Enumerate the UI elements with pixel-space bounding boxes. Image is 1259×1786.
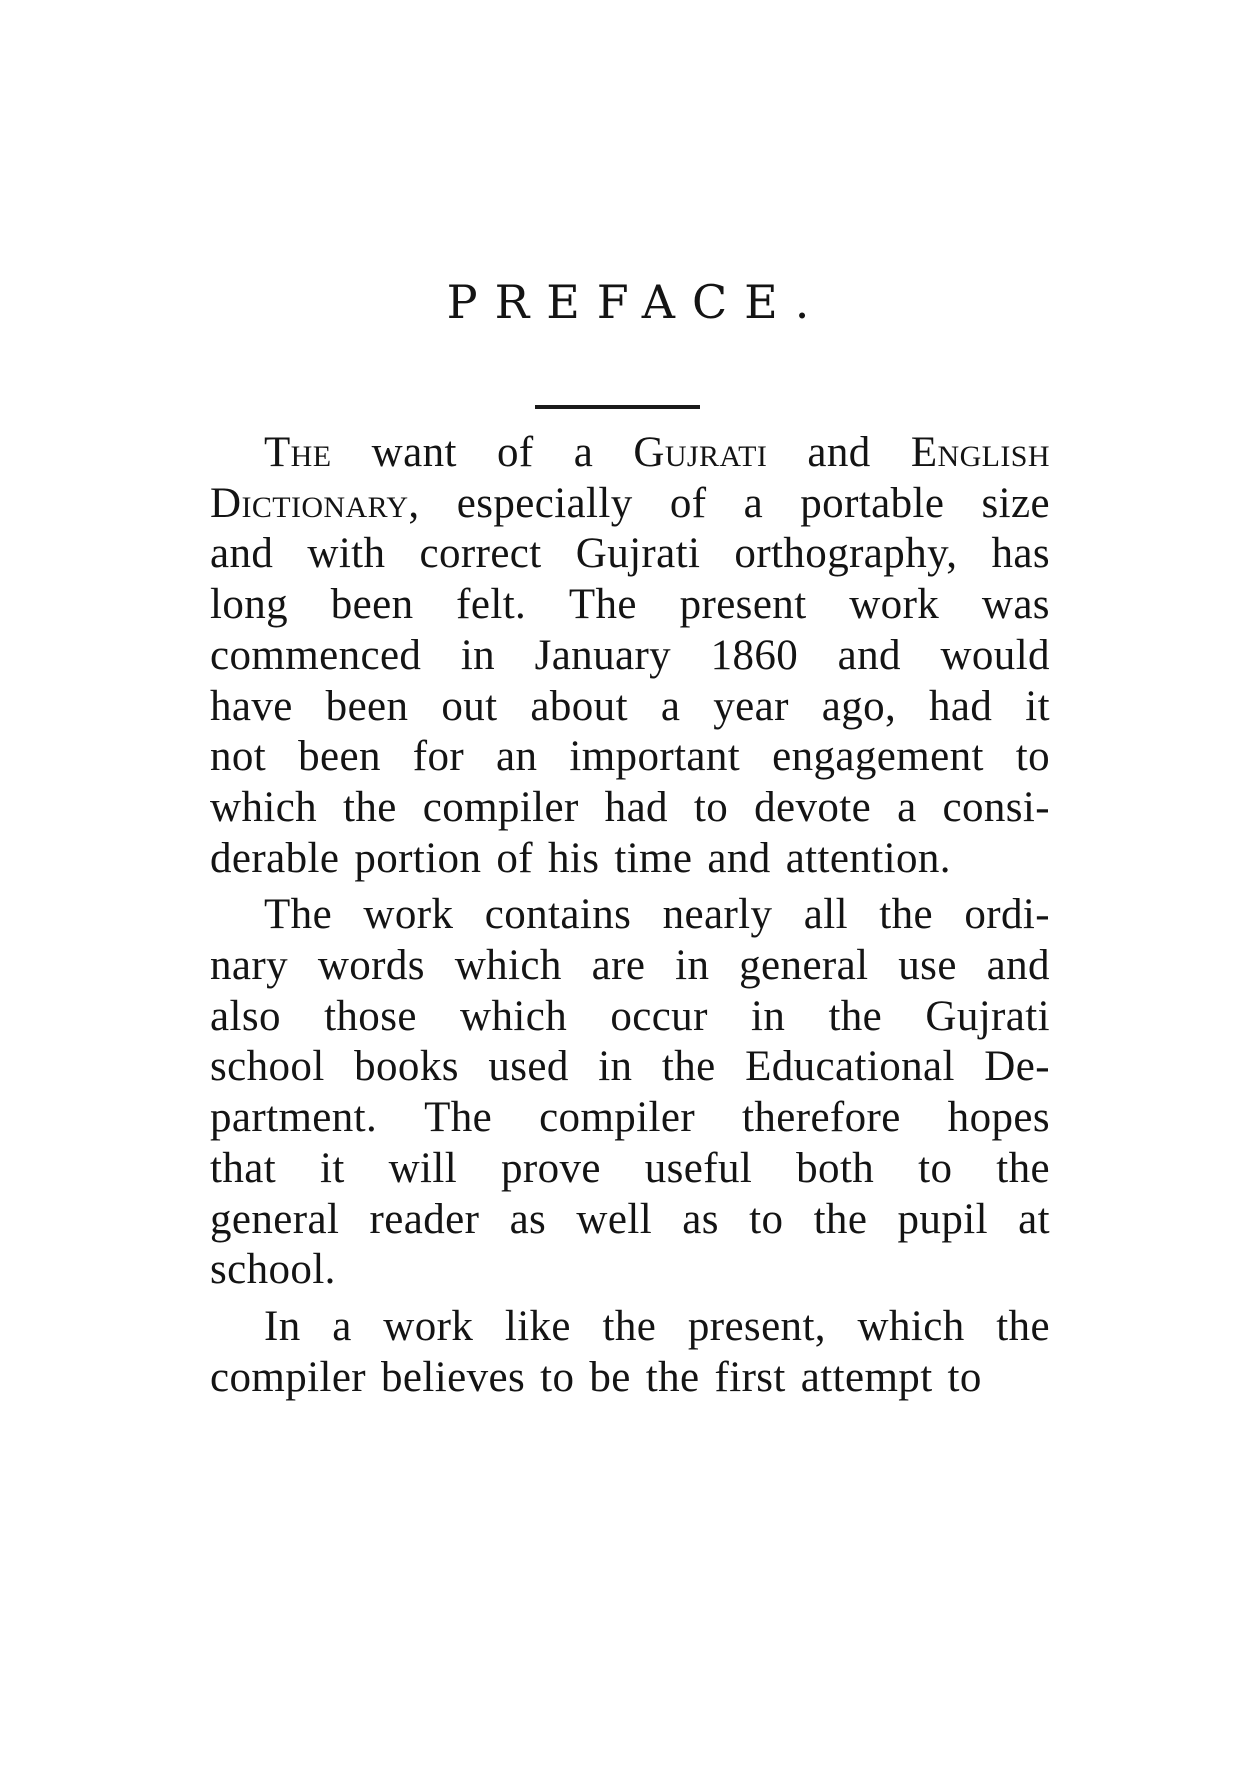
word: useful xyxy=(644,1144,753,1192)
word: pupil xyxy=(897,1195,988,1243)
word: in xyxy=(460,631,496,679)
word: of xyxy=(496,834,533,882)
text-line xyxy=(210,476,1050,532)
word: and xyxy=(837,631,901,679)
word: reader xyxy=(369,1195,480,1243)
word: been xyxy=(325,682,409,730)
word: it xyxy=(1025,682,1050,730)
word: the xyxy=(645,1353,700,1401)
word: about xyxy=(530,682,628,730)
word: of xyxy=(496,429,534,476)
word: orthography, xyxy=(734,530,958,578)
word: in xyxy=(598,1043,633,1091)
word: felt. xyxy=(456,581,527,629)
word: portable xyxy=(800,479,945,527)
word: also xyxy=(210,992,281,1040)
word: in xyxy=(751,992,786,1040)
word: hopes xyxy=(947,1094,1050,1142)
word: school. xyxy=(210,1246,336,1294)
word: 1860 xyxy=(710,631,799,679)
heading-rule xyxy=(535,405,700,409)
word: engagement xyxy=(772,733,984,781)
word: not xyxy=(210,733,267,781)
word: Educational xyxy=(745,1043,955,1091)
text-line xyxy=(210,1192,1050,1248)
word: size xyxy=(981,479,1050,527)
word: The xyxy=(424,1094,493,1142)
word: in xyxy=(675,942,710,989)
page-heading: PREFACE. xyxy=(446,275,827,329)
word: the xyxy=(813,1195,868,1243)
word: of xyxy=(669,479,707,527)
word: ordi- xyxy=(964,891,1050,939)
word: attempt xyxy=(800,1353,933,1401)
text-line xyxy=(210,577,1050,633)
word: used xyxy=(488,1043,569,1091)
word: want xyxy=(371,429,457,476)
word: would xyxy=(940,631,1050,679)
word: which xyxy=(460,992,568,1040)
word: school xyxy=(210,1043,325,1091)
word: attention. xyxy=(785,834,951,882)
word: Gujrati xyxy=(633,429,768,476)
word: the xyxy=(879,891,934,939)
word: time xyxy=(614,834,693,882)
word: The xyxy=(264,429,332,476)
word: been xyxy=(298,733,381,781)
word: well xyxy=(576,1195,653,1243)
word: work xyxy=(383,1302,474,1350)
word: those xyxy=(324,992,417,1040)
text-line xyxy=(210,628,1050,684)
word: which xyxy=(210,783,318,831)
word: a xyxy=(332,1302,352,1350)
word: and xyxy=(807,429,871,476)
word: his xyxy=(547,834,600,882)
word: Dictionary, xyxy=(210,479,420,527)
word: general xyxy=(739,942,869,989)
word: to xyxy=(1015,733,1050,781)
word: contains xyxy=(484,891,632,939)
word: the xyxy=(343,783,397,831)
word: work xyxy=(849,581,940,629)
word: present, xyxy=(687,1302,826,1350)
word: English xyxy=(910,429,1050,476)
word: will xyxy=(388,1144,458,1192)
text-line xyxy=(210,938,1050,994)
word: the xyxy=(828,992,883,1040)
word: for xyxy=(412,733,465,781)
word: to xyxy=(693,783,729,831)
word: it xyxy=(319,1144,345,1192)
word: was xyxy=(981,581,1050,629)
word: ago, xyxy=(821,682,897,730)
word: work xyxy=(363,891,454,939)
word: to xyxy=(749,1195,784,1243)
word: a xyxy=(573,429,594,476)
word: first xyxy=(714,1353,786,1401)
word: consi- xyxy=(942,783,1050,831)
text-line xyxy=(210,526,1050,582)
text-line xyxy=(210,1039,1050,1095)
word: to xyxy=(918,1144,953,1192)
word: prove xyxy=(500,1144,601,1192)
word: the xyxy=(602,1302,657,1350)
word: be xyxy=(589,1353,631,1401)
word: nary xyxy=(210,942,289,989)
word: words xyxy=(317,942,425,989)
word: the xyxy=(661,1043,716,1091)
text-line xyxy=(210,1242,1050,1298)
word: which xyxy=(454,942,562,989)
word: nearly xyxy=(662,891,773,939)
word: which xyxy=(857,1302,965,1350)
text-line xyxy=(264,1299,1050,1355)
word: been xyxy=(330,581,414,629)
word: Gujrati xyxy=(575,530,701,578)
word: commenced xyxy=(210,631,422,679)
word: year xyxy=(713,682,789,730)
word: to xyxy=(540,1353,575,1401)
word: use xyxy=(898,942,957,989)
word: a xyxy=(897,783,917,831)
word: had xyxy=(604,783,668,831)
word: are xyxy=(591,942,646,989)
word: a xyxy=(660,682,681,730)
word: January xyxy=(534,631,672,679)
word: an xyxy=(496,733,538,781)
word: compiler xyxy=(422,783,579,831)
word: that xyxy=(210,1144,277,1192)
word: believes xyxy=(381,1353,526,1401)
word: compiler xyxy=(539,1094,696,1142)
word: all xyxy=(803,891,848,939)
text-line xyxy=(264,425,1050,481)
word: the xyxy=(996,1302,1050,1350)
word: had xyxy=(929,682,993,730)
word: have xyxy=(210,682,293,730)
text-line xyxy=(210,729,1050,785)
word: compiler xyxy=(210,1353,367,1401)
word: general xyxy=(210,1195,340,1243)
word: has xyxy=(991,530,1050,578)
text-line xyxy=(210,989,1050,1045)
word: devote xyxy=(754,783,872,831)
text-line xyxy=(210,1090,1050,1146)
word: as xyxy=(682,1195,719,1243)
word: therefore xyxy=(742,1094,901,1142)
word: and xyxy=(707,834,771,882)
word: The xyxy=(568,581,637,629)
word: at xyxy=(1018,1195,1050,1243)
text-line xyxy=(210,679,1050,735)
word: as xyxy=(509,1195,547,1243)
word: with xyxy=(307,530,386,578)
text-line xyxy=(210,1350,1050,1406)
word: Gujrati xyxy=(925,992,1050,1040)
text-line xyxy=(264,887,1050,943)
word: books xyxy=(354,1043,459,1091)
word: portion xyxy=(354,834,482,882)
text-line xyxy=(210,1141,1050,1197)
word: a xyxy=(743,479,764,527)
text-line xyxy=(210,780,1050,836)
text-line xyxy=(210,831,1050,887)
word: out xyxy=(441,682,498,730)
word: important xyxy=(569,733,741,781)
word: the xyxy=(996,1144,1050,1192)
word: In xyxy=(264,1302,301,1350)
word: De- xyxy=(984,1043,1050,1091)
word: correct xyxy=(419,530,542,578)
word: present xyxy=(679,581,807,629)
word: partment. xyxy=(210,1094,378,1142)
word: and xyxy=(210,530,274,578)
word: long xyxy=(210,581,289,629)
word: especially xyxy=(456,479,633,527)
word: and xyxy=(986,942,1050,989)
word: to xyxy=(947,1353,982,1401)
word: occur xyxy=(610,992,708,1040)
word: both xyxy=(796,1144,875,1192)
word: The xyxy=(264,891,333,939)
word: derable xyxy=(210,834,340,882)
word: like xyxy=(504,1302,571,1350)
